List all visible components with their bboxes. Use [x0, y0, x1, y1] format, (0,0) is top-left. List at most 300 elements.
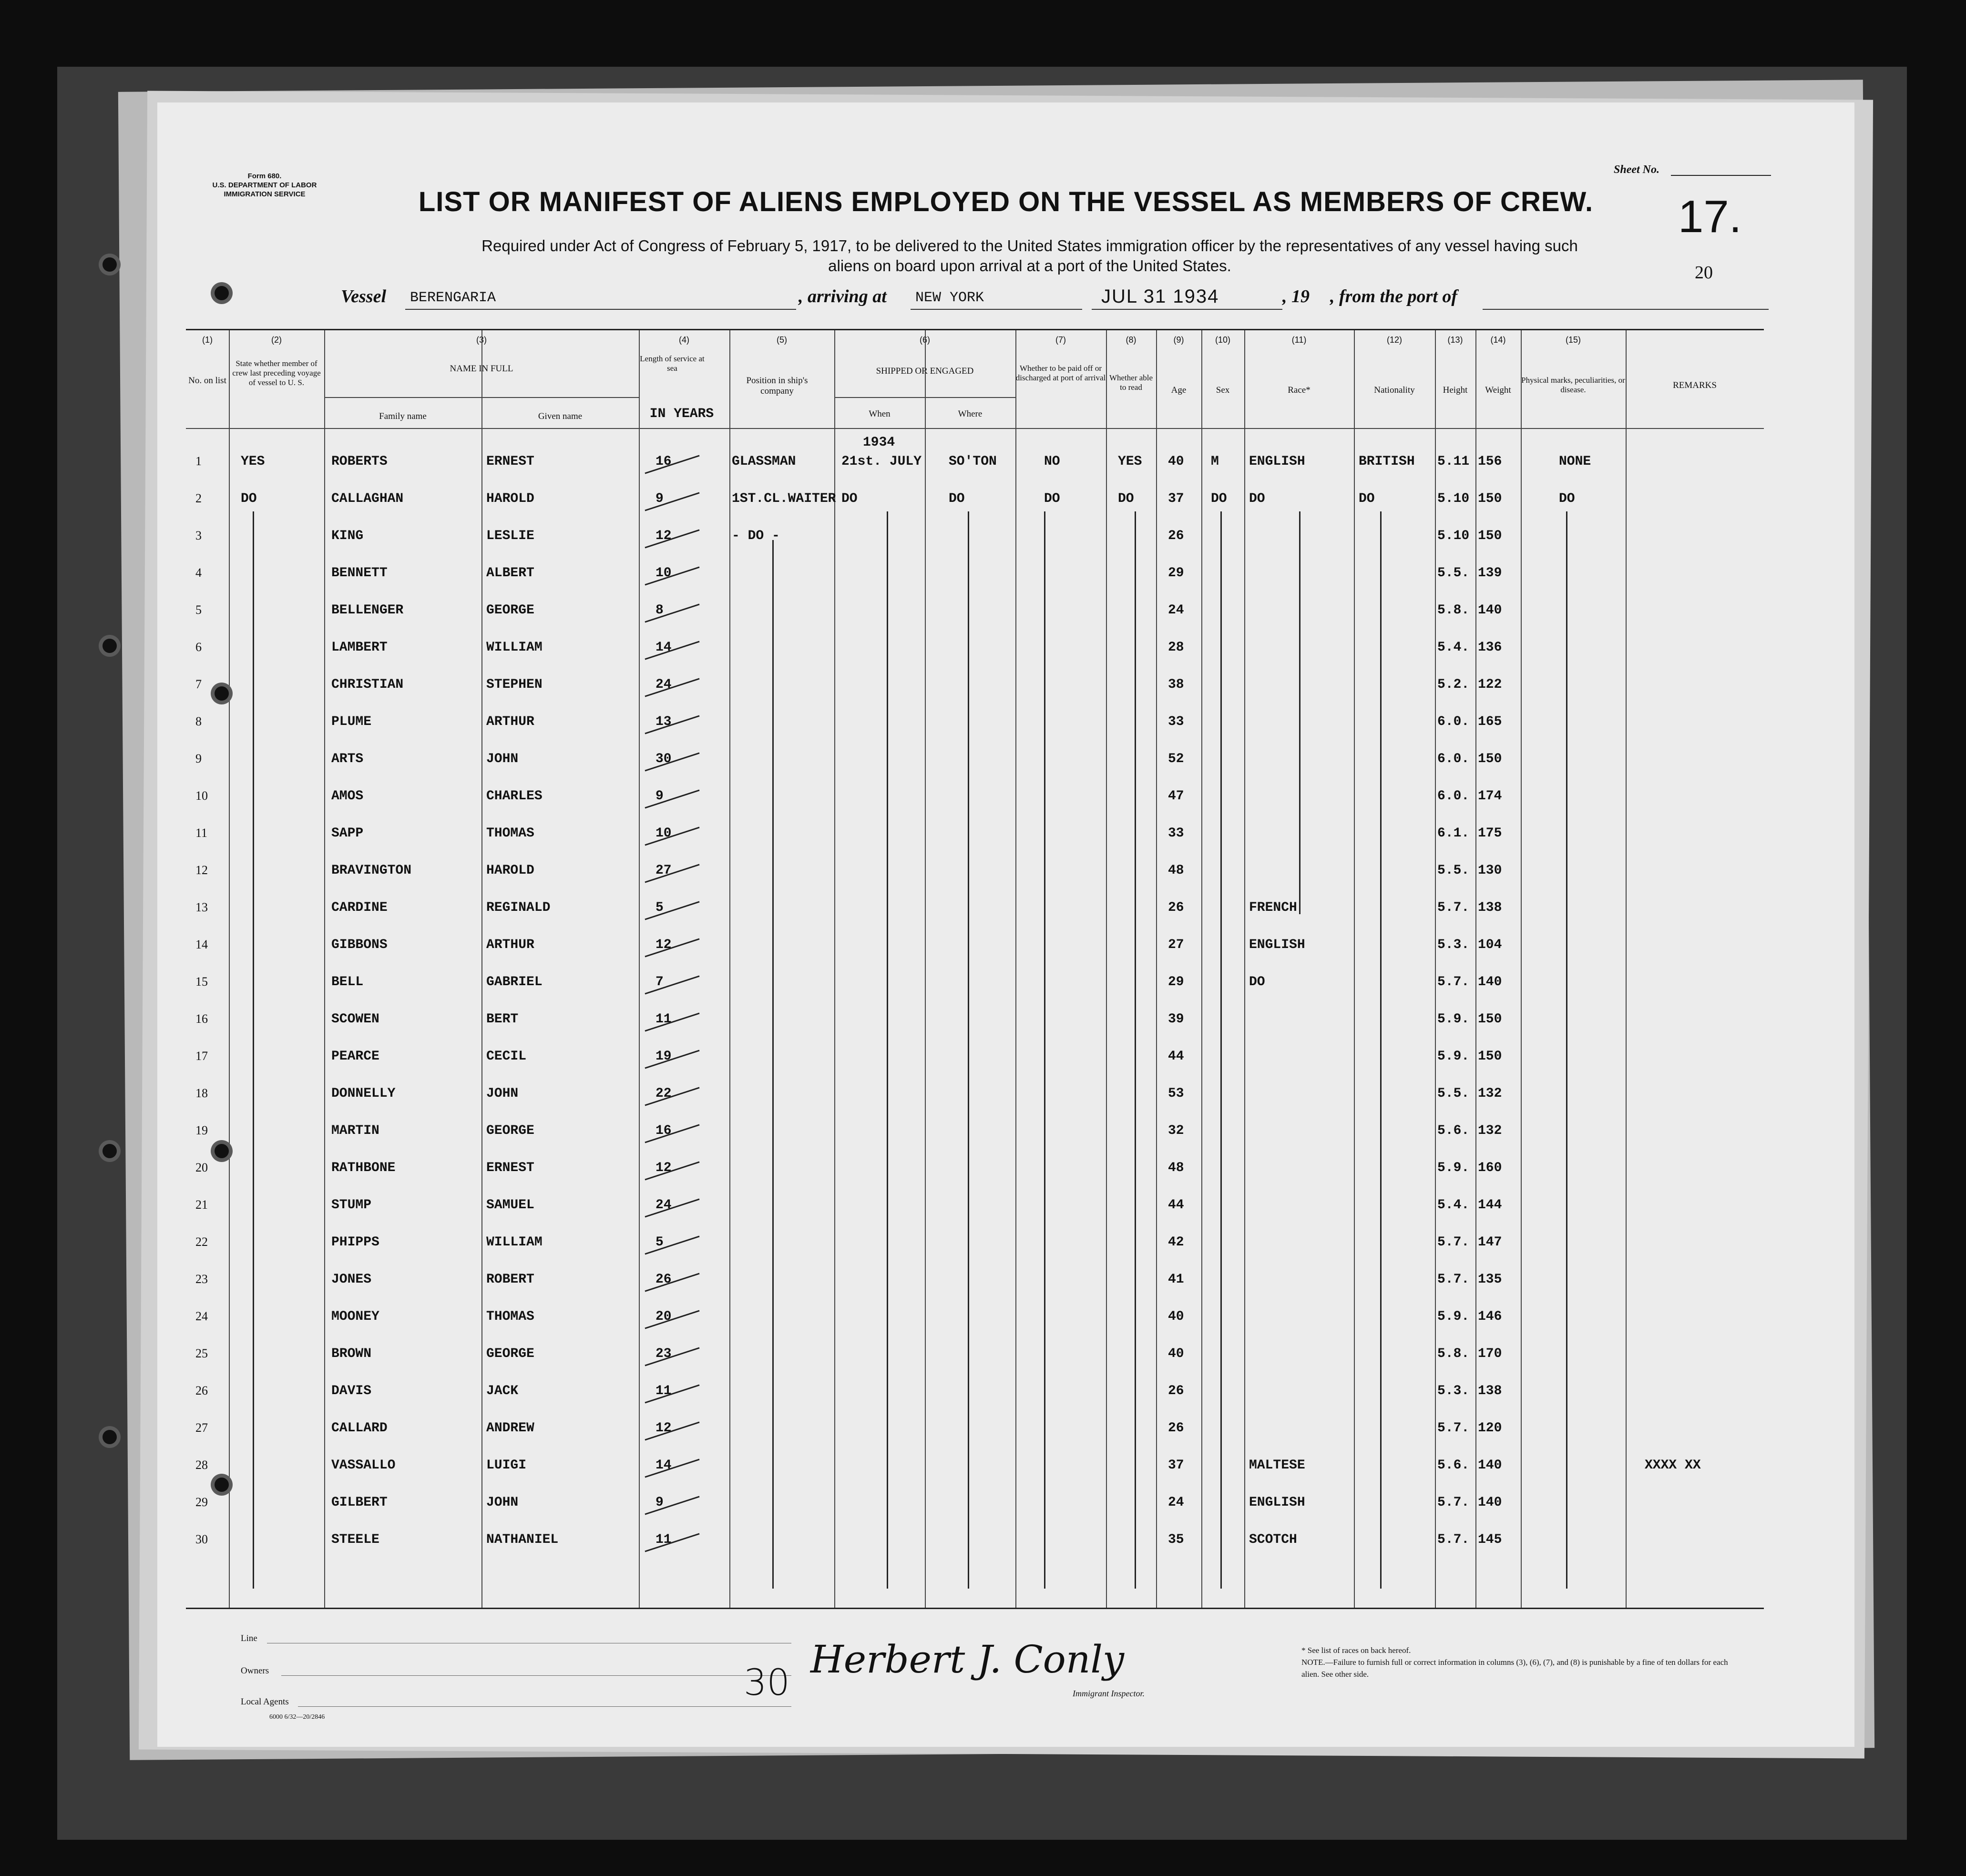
service-check-mark	[645, 641, 699, 660]
col-header-years: IN YEARS	[649, 407, 714, 421]
date-stamp: JUL 31 1934	[1101, 286, 1219, 307]
given-name-cell: CECIL	[486, 1049, 527, 1064]
department-line: U.S. DEPARTMENT OF LABOR	[212, 181, 317, 189]
sheet-number-label: Sheet No.	[1614, 163, 1659, 176]
service-years-cell: 12	[655, 938, 672, 952]
age-cell: 29	[1168, 566, 1184, 581]
able-to-read-cell: DO	[1118, 491, 1134, 506]
row-number: 18	[195, 1086, 208, 1100]
family-name-cell: PHIPPS	[331, 1235, 379, 1250]
service-check-mark	[645, 753, 699, 772]
service-check-mark	[645, 976, 699, 995]
height-cell: 5.7.	[1437, 1495, 1470, 1510]
row-number: 11	[195, 826, 208, 840]
column-number: (9)	[1173, 335, 1184, 345]
age-cell: 35	[1168, 1532, 1184, 1547]
table-row	[186, 1300, 1764, 1336]
row-number: 26	[195, 1384, 208, 1397]
vessel-label: Vessel	[341, 286, 386, 306]
weight-cell: 132	[1478, 1086, 1502, 1101]
table-row	[186, 779, 1764, 816]
row-number: 21	[195, 1198, 208, 1212]
vessel-underline	[405, 309, 796, 310]
height-cell: 6.0.	[1437, 714, 1470, 729]
ditto-line	[1299, 511, 1300, 914]
service-years-cell: 12	[655, 1421, 672, 1436]
arriving-port: NEW YORK	[915, 290, 984, 306]
col-header-when: When	[869, 409, 891, 419]
service-check-mark	[645, 492, 699, 511]
service-years-cell: 14	[655, 640, 672, 655]
service-check-mark	[645, 678, 699, 697]
family-name-cell: CHRISTIAN	[331, 677, 404, 692]
height-cell: 5.8.	[1437, 1346, 1470, 1361]
age-cell: 41	[1168, 1272, 1184, 1287]
weight-cell: 165	[1478, 714, 1502, 729]
service-check-mark	[645, 567, 699, 586]
col-header-read: Whether able to read	[1109, 373, 1153, 392]
footer-note	[1301, 1644, 1730, 1680]
service-years-cell: 5	[655, 900, 664, 915]
family-name-cell: VASSALLO	[331, 1458, 396, 1473]
row-number: 14	[195, 938, 208, 951]
service-check-mark	[645, 1533, 699, 1552]
binder-hole	[102, 639, 117, 653]
family-name-cell: GIBBONS	[331, 938, 388, 952]
family-name-cell: SCOWEN	[331, 1012, 379, 1027]
row-number: 5	[195, 603, 202, 617]
weight-cell: 136	[1478, 640, 1502, 655]
height-cell: 5.6.	[1437, 1458, 1470, 1473]
arriving-label: , arriving at	[799, 286, 887, 306]
row-number: 4	[195, 566, 202, 580]
column-number: (3)	[476, 335, 487, 345]
paid-off-cell: DO	[1044, 491, 1060, 506]
service-years-cell: 16	[655, 1123, 672, 1138]
sheet-number-secondary: 20	[1695, 263, 1713, 283]
service-years-cell: 20	[655, 1309, 672, 1324]
vessel-name: BERENGARIA	[410, 290, 496, 306]
given-name-cell: JOHN	[486, 752, 519, 766]
age-cell: 24	[1168, 1495, 1184, 1510]
age-cell: 40	[1168, 454, 1184, 469]
date-underline	[1092, 309, 1282, 310]
service-check-mark	[645, 1162, 699, 1181]
table-row	[186, 1188, 1764, 1225]
height-cell: 6.0.	[1437, 789, 1470, 804]
col-header-given-name: Given name	[538, 411, 583, 421]
total-count: 30	[744, 1661, 790, 1703]
given-name-cell: GEORGE	[486, 1346, 534, 1361]
subtitle-line-2: aliens on board upon arrival at a port of the United States.	[828, 257, 1231, 275]
shipped-where-cell: DO	[949, 491, 965, 506]
row-number: 12	[195, 863, 208, 877]
given-name-cell: GABRIEL	[486, 975, 543, 989]
table-row	[186, 519, 1764, 556]
height-cell: 5.7.	[1437, 975, 1470, 989]
binder-hole	[215, 1144, 229, 1158]
col-header-remarks: REMARKS	[1673, 380, 1717, 390]
family-name-cell: STEELE	[331, 1532, 379, 1547]
weight-cell: 156	[1478, 454, 1502, 469]
weight-cell: 135	[1478, 1272, 1502, 1287]
height-cell: 5.9.	[1437, 1049, 1470, 1064]
family-name-cell: CALLARD	[331, 1421, 388, 1436]
service-check-mark	[645, 1087, 699, 1106]
service-years-cell: 27	[655, 863, 672, 878]
age-cell: 40	[1168, 1309, 1184, 1324]
family-name-cell: KING	[331, 529, 364, 543]
age-cell: 52	[1168, 752, 1184, 766]
weight-cell: 150	[1478, 1012, 1502, 1027]
ditto-line	[1044, 511, 1045, 1589]
row-number: 13	[195, 900, 208, 914]
row-number: 29	[195, 1495, 208, 1509]
column-number: (10)	[1215, 335, 1230, 345]
column-number: (4)	[679, 335, 689, 345]
col-header-family-name: Family name	[379, 411, 427, 421]
col-header-shipped: SHIPPED OR ENGAGED	[876, 366, 974, 376]
column-number: (7)	[1055, 335, 1066, 345]
age-cell: 27	[1168, 938, 1184, 952]
table-row	[186, 1002, 1764, 1039]
height-cell: 5.9.	[1437, 1309, 1470, 1324]
weight-cell: 122	[1478, 677, 1502, 692]
service-check-mark	[645, 1050, 699, 1069]
service-years-cell: 24	[655, 677, 672, 692]
service-check-mark	[645, 1310, 699, 1329]
age-cell: 37	[1168, 491, 1184, 506]
service-years-cell: 13	[655, 714, 672, 729]
age-cell: 47	[1168, 789, 1184, 804]
race-cell: ENGLISH	[1249, 454, 1305, 469]
row-number: 19	[195, 1123, 208, 1137]
service-check-mark	[645, 790, 699, 809]
row-number: 16	[195, 1012, 208, 1026]
table-row	[186, 1263, 1764, 1299]
race-cell: DO	[1249, 975, 1265, 989]
remarks-cell: XXXX XX	[1645, 1458, 1701, 1473]
service-check-mark	[645, 1385, 699, 1404]
height-cell: 5.6.	[1437, 1123, 1470, 1138]
weight-cell: 146	[1478, 1309, 1502, 1324]
table-row	[186, 1077, 1764, 1113]
physical-marks-cell: NONE	[1559, 454, 1591, 469]
weight-cell: 140	[1478, 975, 1502, 989]
column-number: (13)	[1447, 335, 1463, 345]
ditto-line	[968, 511, 969, 1589]
inspector-signature: Herbert J. Conly	[810, 1637, 1125, 1682]
row-number: 2	[195, 491, 202, 505]
service-check-mark	[645, 938, 699, 958]
service-years-cell: 11	[655, 1384, 672, 1398]
column-number: (15)	[1565, 335, 1581, 345]
binder-hole	[215, 686, 229, 701]
row-number: 17	[195, 1049, 208, 1063]
physical-marks-cell: DO	[1559, 491, 1575, 506]
col-header-sex: Sex	[1216, 385, 1230, 395]
height-cell: 5.7.	[1437, 1272, 1470, 1287]
col-header-age: Age	[1171, 385, 1187, 395]
given-name-cell: ROBERT	[486, 1272, 534, 1287]
given-name-cell: ARTHUR	[486, 938, 534, 952]
prev-voyage-cell: DO	[241, 491, 257, 506]
ditto-line	[253, 511, 254, 1589]
weight-cell: 174	[1478, 789, 1502, 804]
table-row	[186, 854, 1764, 890]
service-years-cell: 30	[655, 752, 672, 766]
family-name-cell: BROWN	[331, 1346, 372, 1361]
age-cell: 26	[1168, 1384, 1184, 1398]
given-name-cell: ARTHUR	[486, 714, 534, 729]
given-name-cell: GEORGE	[486, 1123, 534, 1138]
shipped-when-cell: DO	[841, 491, 858, 506]
table-row	[186, 928, 1764, 965]
given-name-cell: SAMUEL	[486, 1198, 534, 1213]
age-cell: 33	[1168, 826, 1184, 841]
table-row	[186, 1523, 1764, 1560]
age-cell: 33	[1168, 714, 1184, 729]
service-years-cell: 26	[655, 1272, 672, 1287]
service-check-mark	[645, 1273, 699, 1292]
col-header-weight: Weight	[1485, 385, 1511, 395]
height-cell: 5.5.	[1437, 863, 1470, 878]
row-number: 25	[195, 1346, 208, 1360]
header-divider	[186, 428, 1764, 429]
row-number: 8	[195, 714, 202, 728]
age-cell: 44	[1168, 1198, 1184, 1213]
col-header-where: Where	[958, 409, 983, 419]
sex-cell: M	[1211, 454, 1219, 469]
binder-hole	[215, 286, 229, 300]
table-row	[186, 1448, 1764, 1485]
family-name-cell: DAVIS	[331, 1384, 372, 1398]
height-cell: 5.9.	[1437, 1161, 1470, 1175]
height-cell: 5.2.	[1437, 677, 1470, 692]
races-note: * See list of races on back hereof.	[1301, 1646, 1411, 1655]
age-cell: 38	[1168, 677, 1184, 692]
weight-cell: 138	[1478, 900, 1502, 915]
footer-agents-underline	[298, 1706, 791, 1707]
service-check-mark	[645, 827, 699, 846]
row-number: 23	[195, 1272, 208, 1286]
service-years-cell: 12	[655, 529, 672, 543]
age-cell: 26	[1168, 900, 1184, 915]
family-name-cell: BELLENGER	[331, 603, 404, 618]
service-years-cell: 7	[655, 975, 664, 989]
column-number: (2)	[271, 335, 282, 345]
ditto-line	[887, 511, 888, 1589]
col-header-no: No. on list	[188, 376, 226, 386]
column-number: (12)	[1386, 335, 1402, 345]
row-number: 20	[195, 1161, 208, 1174]
column-number: (1)	[202, 335, 213, 345]
weight-cell: 175	[1478, 826, 1502, 841]
family-name-cell: BRAVINGTON	[331, 863, 412, 878]
height-cell: 5.11	[1437, 454, 1470, 469]
binder-hole	[102, 257, 117, 272]
row-number: 9	[195, 752, 202, 765]
service-years-cell: 19	[655, 1049, 672, 1064]
service-check-mark	[645, 715, 699, 734]
age-cell: 28	[1168, 640, 1184, 655]
service-years-cell: 9	[655, 789, 664, 804]
weight-cell: 150	[1478, 752, 1502, 766]
weight-cell: 160	[1478, 1161, 1502, 1175]
shipped-when-cell: 21st. JULY	[841, 454, 922, 469]
service-check-mark	[645, 455, 699, 474]
weight-cell: 130	[1478, 863, 1502, 878]
service-check-mark	[645, 1347, 699, 1366]
weight-cell: 139	[1478, 566, 1502, 581]
inspector-label: Immigrant Inspector.	[1073, 1689, 1145, 1698]
column-number: (5)	[777, 335, 787, 345]
given-name-cell: LESLIE	[486, 529, 534, 543]
given-name-cell: WILLIAM	[486, 1235, 543, 1250]
family-name-cell: CARDINE	[331, 900, 388, 915]
row-number: 27	[195, 1421, 208, 1435]
col-header-position: Position in ship's company	[746, 376, 808, 396]
from-port-underline	[1483, 309, 1769, 310]
service-years-cell: 10	[655, 566, 672, 581]
age-cell: 42	[1168, 1235, 1184, 1250]
service-check-mark	[645, 1013, 699, 1032]
able-to-read-cell: YES	[1118, 454, 1142, 469]
table-row	[186, 1114, 1764, 1151]
family-name-cell: RATHBONE	[331, 1161, 396, 1175]
family-name-cell: PEARCE	[331, 1049, 379, 1064]
manifest-sheet	[157, 102, 1854, 1747]
height-cell: 5.7.	[1437, 1235, 1470, 1250]
ditto-line	[772, 540, 774, 1589]
height-cell: 5.10	[1437, 491, 1470, 506]
service-check-mark	[645, 530, 699, 549]
family-name-cell: MOONEY	[331, 1309, 379, 1324]
prev-voyage-cell: YES	[241, 454, 265, 469]
position-cell: 1ST.CL.WAITER	[732, 491, 836, 506]
row-number: 24	[195, 1309, 208, 1323]
race-cell: DO	[1249, 491, 1265, 506]
weight-cell: 170	[1478, 1346, 1502, 1361]
row-number: 7	[195, 677, 202, 691]
ditto-line	[1220, 511, 1222, 1589]
height-cell: 5.4.	[1437, 1198, 1470, 1213]
given-name-cell: ERNEST	[486, 454, 534, 469]
given-name-cell: JOHN	[486, 1495, 519, 1510]
row-number: 1	[195, 454, 202, 468]
fine-note: NOTE.—Failure to furnish full or correct information in columns (3), (6), (7), and (8) is punishable by a fine of ten dollars for each alien. See other side.	[1301, 1658, 1728, 1679]
age-cell: 26	[1168, 1421, 1184, 1436]
given-name-cell: HAROLD	[486, 863, 534, 878]
weight-cell: 147	[1478, 1235, 1502, 1250]
weight-cell: 145	[1478, 1532, 1502, 1547]
table-row	[186, 891, 1764, 928]
service-years-cell: 23	[655, 1346, 672, 1361]
column-number: (8)	[1126, 335, 1137, 345]
age-cell: 40	[1168, 1346, 1184, 1361]
footer-owners-underline	[281, 1675, 791, 1676]
table-row	[186, 668, 1764, 704]
family-name-cell: MARTIN	[331, 1123, 379, 1138]
family-name-cell: AMOS	[331, 789, 364, 804]
year-label: , 19	[1282, 286, 1310, 306]
race-cell: ENGLISH	[1249, 938, 1305, 952]
given-name-cell: NATHANIEL	[486, 1532, 559, 1547]
height-cell: 5.4.	[1437, 640, 1470, 655]
row-number: 15	[195, 975, 208, 989]
weight-cell: 140	[1478, 1495, 1502, 1510]
height-cell: 5.7.	[1437, 1532, 1470, 1547]
col-header-physical-marks: Physical marks, peculiarities, or disease.	[1521, 376, 1625, 394]
given-name-cell: JOHN	[486, 1086, 519, 1101]
weight-cell: 140	[1478, 1458, 1502, 1473]
age-cell: 37	[1168, 1458, 1184, 1473]
row-number: 22	[195, 1235, 208, 1249]
print-code: 6000 6/32—20/2846	[269, 1713, 325, 1721]
row-number: 28	[195, 1458, 208, 1472]
table-row	[186, 1151, 1764, 1188]
weight-cell: 138	[1478, 1384, 1502, 1398]
given-name-cell: REGINALD	[486, 900, 551, 915]
table-row	[186, 482, 1764, 519]
weight-cell: 140	[1478, 603, 1502, 618]
weight-cell: 144	[1478, 1198, 1502, 1213]
position-cell: GLASSMAN	[732, 454, 796, 469]
nationality-cell: BRITISH	[1359, 454, 1415, 469]
binder-hole	[102, 1430, 117, 1444]
page-subtitle	[291, 236, 1769, 276]
position-cell: - DO -	[732, 529, 780, 543]
table-row	[186, 435, 1764, 481]
table-row	[186, 816, 1764, 853]
ditto-line	[1135, 511, 1136, 1589]
service-check-mark	[645, 864, 699, 883]
given-name-cell: ERNEST	[486, 1161, 534, 1175]
table-row	[186, 1411, 1764, 1448]
shipped-where-cell: SO'TON	[949, 454, 997, 469]
footer-agents-label: Local Agents	[241, 1697, 289, 1707]
row-number: 30	[195, 1532, 208, 1546]
service-check-mark	[645, 1236, 699, 1255]
sex-cell: DO	[1211, 491, 1227, 506]
row-number: 6	[195, 640, 202, 654]
given-name-cell: THOMAS	[486, 1309, 534, 1324]
age-cell: 53	[1168, 1086, 1184, 1101]
family-name-cell: SAPP	[331, 826, 364, 841]
family-name-cell: GILBERT	[331, 1495, 388, 1510]
family-name-cell: STUMP	[331, 1198, 372, 1213]
paid-off-cell: NO	[1044, 454, 1060, 469]
table-row	[186, 705, 1764, 742]
col-header-name: NAME IN FULL	[450, 364, 513, 374]
binder-hole	[102, 1144, 117, 1158]
col-header-race: Race*	[1288, 385, 1311, 395]
port-underline	[911, 309, 1082, 310]
given-name-cell: CHARLES	[486, 789, 543, 804]
form-number-line: Form 680.	[247, 172, 282, 180]
weight-cell: 150	[1478, 529, 1502, 543]
table-row	[186, 556, 1764, 593]
height-cell: 5.5.	[1437, 566, 1470, 581]
height-cell: 5.10	[1437, 529, 1470, 543]
service-years-cell: 14	[655, 1458, 672, 1473]
service-years-cell: 9	[655, 1495, 664, 1510]
service-years-cell: 11	[655, 1532, 672, 1547]
weight-cell: 104	[1478, 938, 1502, 952]
given-name-cell: ANDREW	[486, 1421, 534, 1436]
service-line: IMMIGRATION SERVICE	[224, 190, 306, 198]
ditto-line	[1566, 511, 1567, 1589]
